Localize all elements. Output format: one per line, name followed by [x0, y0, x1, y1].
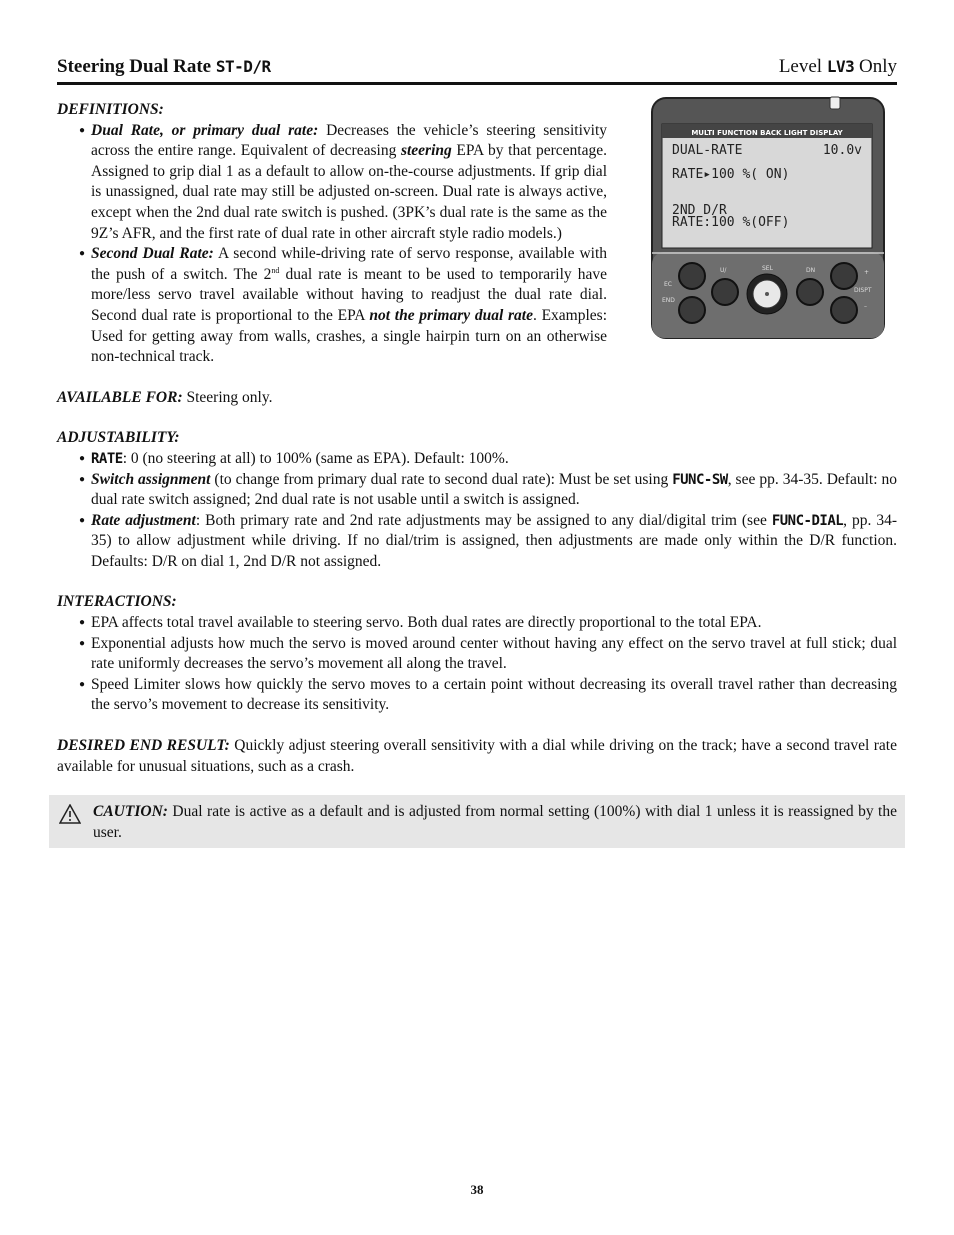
level-code: LV3 [826, 57, 855, 76]
screen-line1-left: DUAL-RATE [672, 143, 743, 158]
desired-heading: DESIRED END RESULT: [57, 737, 230, 755]
label-minus: – [864, 303, 867, 310]
definition-second-dual-rate [57, 244, 607, 368]
adjust-rate [57, 449, 897, 470]
switch-code: FUNC-SW [672, 471, 728, 488]
label-ec: EC [664, 281, 672, 288]
dual-rate-text-2: EPA by that percentage. Assigned to grip dial 1 as a default to allow on-the-course adjustments. If grip dial is unassigned, dual rate may still be adjusted on-screen. Dual rate is always active, except when the 2nd dual rate switch is pushed. (3PK’s dual rate is the same as the 9Z’s AFR, and the first rate of dual rate in other aircraft style radio models.) [91, 142, 607, 242]
label-dn: DN [806, 267, 816, 274]
level-prefix: Level [778, 56, 823, 77]
screen-line3: 2ND D/R [672, 203, 727, 218]
available-section [57, 388, 897, 409]
second-emph: not the primary dual rate [369, 306, 533, 324]
label-plus: + [864, 269, 870, 276]
dual-rate-emph: steering [400, 142, 452, 160]
caution-text-block [93, 802, 897, 843]
dual-rate-text-1: Decreases the vehicle’s steering sensitivity across the entire range. Equivalent of decreasing [91, 121, 607, 160]
switch-text-2: , see pp. 34-35. Default: no dual rate switch assigned; 2nd dual rate is not usable until a switch is assigned. [91, 470, 897, 509]
adjust-switch [57, 470, 897, 511]
caution-text: Dual rate is active as a default and is adjusted from normal setting (100%) with dial 1 unless it is reassigned by the user. [93, 803, 897, 841]
interaction-item: ● Exponential adjusts how much the servo is moved around center without having any effect on the servo travel at full stick; dual rate uniformly decreases the servo’s movement all along the travel. [57, 634, 897, 675]
caution-heading: CAUTION: [93, 803, 168, 820]
label-dispt: DISPT [854, 287, 872, 294]
second-text-1: A second while-driving rate of servo response, available with the push of a switch. The 2 [91, 245, 607, 283]
rate-text: : 0 (no steering at all) to 100% (same as EPA). Default: 100%. [122, 449, 509, 467]
available-heading: AVAILABLE FOR: [57, 388, 183, 406]
switch-text-1: (to change from primary dual rate to second dual rate): Must be set using [210, 470, 673, 488]
interaction-item: ● Speed Limiter slows how quickly the servo moves to a certain point without decreasing its overall travel rather than decreasing the servo’s movement to decrease its sensitivity. [57, 675, 897, 716]
screen-line1-right: 10.0v [822, 143, 862, 158]
screen-line4: RATE:100 %(OFF) [672, 215, 790, 230]
dual-rate-term: Dual Rate, or primary dual rate: [91, 121, 319, 139]
caution-box [49, 795, 905, 848]
section-title-text: Steering Dual Rate [57, 56, 212, 77]
interaction-item: ● EPA affects total travel available to steering servo. Both dual rates are directly proportional to the total EPA. [57, 613, 897, 634]
rate-code: RATE [91, 450, 123, 467]
adjustability-heading: ADJUSTABILITY: [57, 429, 180, 447]
screen-menu: MULTI FUNCTION BACK LIGHT DISPLAY [691, 129, 843, 137]
adjustability-section [57, 428, 897, 572]
definitions-section [57, 100, 607, 368]
interactions-heading: INTERACTIONS: [57, 593, 177, 611]
available-text: Steering only. [182, 388, 273, 406]
desired-text: Quickly adjust steering overall sensitivity with a dial while driving on the track; have a second travel rate available for unusual situations, such as a crash. [57, 737, 897, 775]
section-title-code: ST-D/R [215, 57, 271, 76]
rateadj-code: FUNC-DIAL [771, 512, 844, 529]
adjust-rate-adjustment [57, 511, 897, 573]
rateadj-text-2: , pp. 34-35) to allow adjustment while driving. If no dial/trim is assigned, then adjustments are made only within the D/R function. Defaults: D/R on dial 1, 2nd D/R not assigned. [91, 511, 897, 570]
screen-line2: RATE▸100 %( ON) [672, 167, 790, 182]
label-updown: U/ [720, 267, 727, 274]
level-indicator [779, 56, 897, 78]
interactions-section [57, 592, 897, 716]
page-header [57, 54, 897, 82]
switch-term: Switch assignment [91, 470, 211, 488]
section-title [57, 56, 271, 78]
level-suffix: Only [859, 56, 897, 77]
warning-icon [59, 804, 81, 824]
second-text-2: dual rate is meant to be used to temporarily have more/less servo travel available without having to readjust the dual rate dial. Second dual rate is proportional to the EPA [91, 265, 607, 324]
label-sel: SEL [762, 265, 773, 272]
page-content [57, 100, 897, 777]
rateadj-text-1: : Both primary rate and 2nd rate adjustments may be assigned to any dial/digital trim (see [195, 511, 772, 529]
label-end: END [662, 297, 675, 304]
second-sup: nd [271, 265, 280, 275]
page-number: 38 [470, 1182, 484, 1197]
second-text-3: . Examples: Used for getting away from walls, crashes, a single hairpin turn on an otherwise non-technical track. [91, 306, 608, 366]
definitions-heading: DEFINITIONS: [57, 101, 164, 118]
rateadj-term: Rate adjustment [91, 511, 196, 529]
header-rule [57, 82, 897, 85]
desired-section [57, 736, 897, 777]
definition-dual-rate [57, 121, 607, 245]
second-term: Second Dual Rate: [91, 245, 214, 263]
